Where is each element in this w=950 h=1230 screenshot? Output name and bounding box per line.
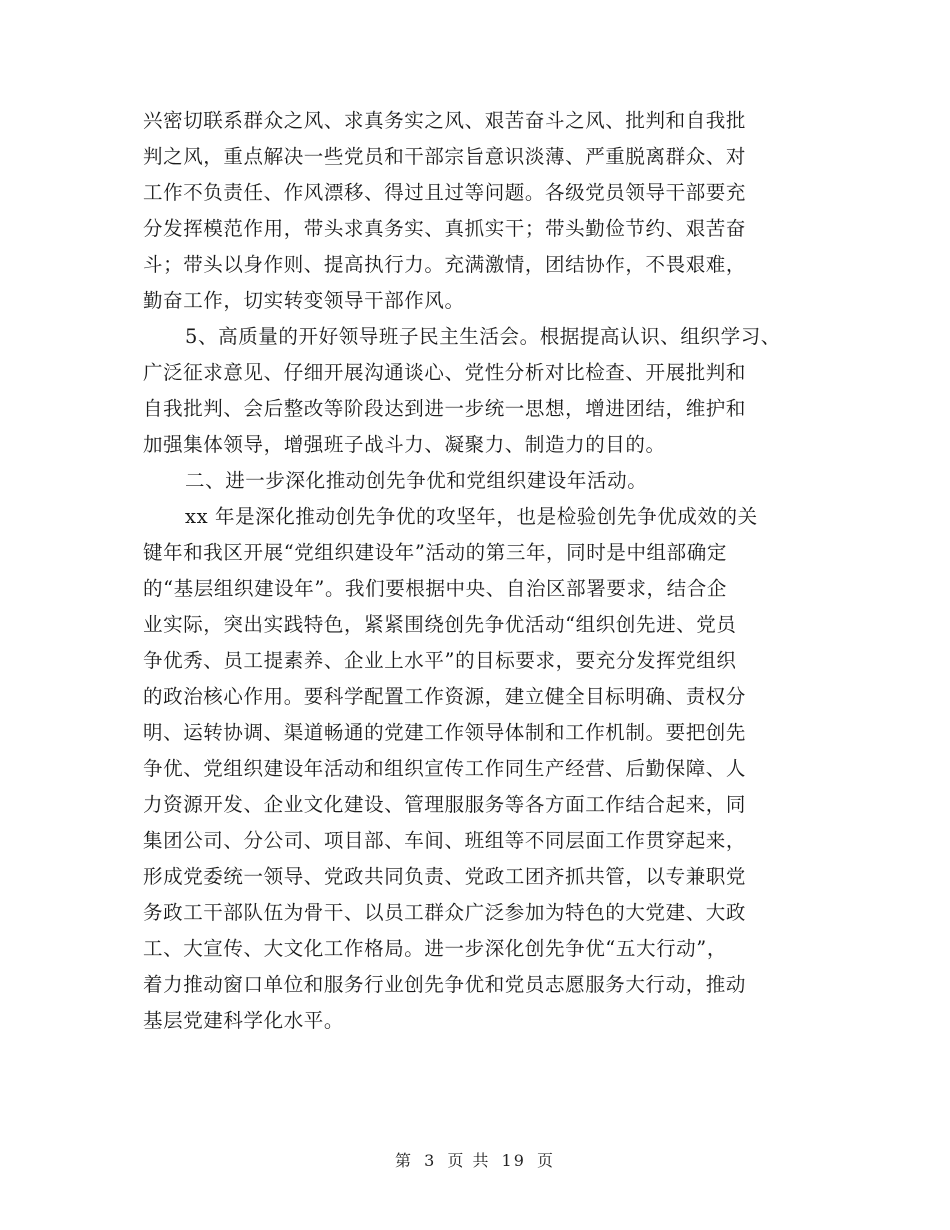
text-line: 的“基层组织建设年”。我们要根据中央、自治区部署要求，结合企 xyxy=(143,577,727,600)
text-line: 工作不负责任、作风漂移、得过且过等问题。各级党员领导干部要充 xyxy=(143,181,747,204)
document-body xyxy=(143,103,823,1039)
text-line: 二、进一步深化推动创先争优和党组织建设年活动。 xyxy=(185,469,648,492)
text-line: 自我批判、会后整改等阶段达到进一步统一思想，增进团结，维护和 xyxy=(143,397,747,420)
text-line: 5、高质量的开好领导班子民主生活会。根据提高认识、组织学习、 xyxy=(185,325,781,348)
text-line: 分发挥模范作用，带头求真务实、真抓实干；带头勤俭节约、艰苦奋 xyxy=(143,217,747,240)
text-line: 集团公司、分公司、项目部、车间、班组等不同层面工作贯穿起来， xyxy=(143,829,747,852)
footer-prefix: 第 xyxy=(394,1151,413,1170)
text-line: 基层党建科学化水平。 xyxy=(143,1009,345,1032)
text-line: 业实际，突出实践特色，紧紧围绕创先争优活动“组织创先进、党员 xyxy=(143,613,737,636)
text-line: 工、大宣传、大文化工作格局。进一步深化创先争优“五大行动”， xyxy=(143,937,727,960)
text-line: xx 年是深化推动创先争优的攻坚年，也是检验创先争优成效的关 xyxy=(185,505,758,528)
page-footer xyxy=(0,1148,950,1171)
text-line: 判之风，重点解决一些党员和干部宗旨意识淡薄、严重脱离群众、对 xyxy=(143,145,747,168)
text-line: 着力推动窗口单位和服务行业创先争优和党员志愿服务大行动，推动 xyxy=(143,973,747,996)
text-line: 争优、党组织建设年活动和组织宣传工作同生产经营、后勤保障、人 xyxy=(143,757,747,780)
total-page-count: 19 xyxy=(501,1151,526,1170)
text-line: 争优秀、员工提素养、企业上水平”的目标要求，要充分发挥党组织 xyxy=(143,649,737,672)
text-line: 力资源开发、企业文化建设、管理服服务等各方面工作结合起来，同 xyxy=(143,793,747,816)
text-line: 明、运转协调、渠道畅通的党建工作领导体制和工作机制。要把创先 xyxy=(143,721,747,744)
text-line: 务政工干部队伍为骨干、以员工群众广泛参加为特色的大党建、大政 xyxy=(143,901,747,924)
text-line: 形成党委统一领导、党政共同负责、党政工团齐抓共管，以专兼职党 xyxy=(143,865,747,888)
text-line: 兴密切联系群众之风、求真务实之风、艰苦奋斗之风、批判和自我批 xyxy=(143,109,747,132)
text-line: 加强集体领导，增强班子战斗力、凝聚力、制造力的目的。 xyxy=(143,433,666,456)
current-page-number: 3 xyxy=(424,1151,437,1170)
text-line: 勤奋工作，切实转变领导干部作风。 xyxy=(143,289,465,312)
text-line: 广泛征求意见、仔细开展沟通谈心、党性分析对比检查、开展批判和 xyxy=(143,361,747,384)
text-line: 键年和我区开展“党组织建设年”活动的第三年，同时是中组部确定 xyxy=(143,541,727,564)
text-line: 斗；带头以身作则、提高执行力。充满激情，团结协作，不畏艰难， xyxy=(143,253,747,276)
footer-middle: 页 共 xyxy=(447,1151,491,1170)
footer-suffix: 页 xyxy=(537,1151,556,1170)
text-line: 的政治核心作用。要科学配置工作资源，建立健全目标明确、责权分 xyxy=(143,685,747,708)
